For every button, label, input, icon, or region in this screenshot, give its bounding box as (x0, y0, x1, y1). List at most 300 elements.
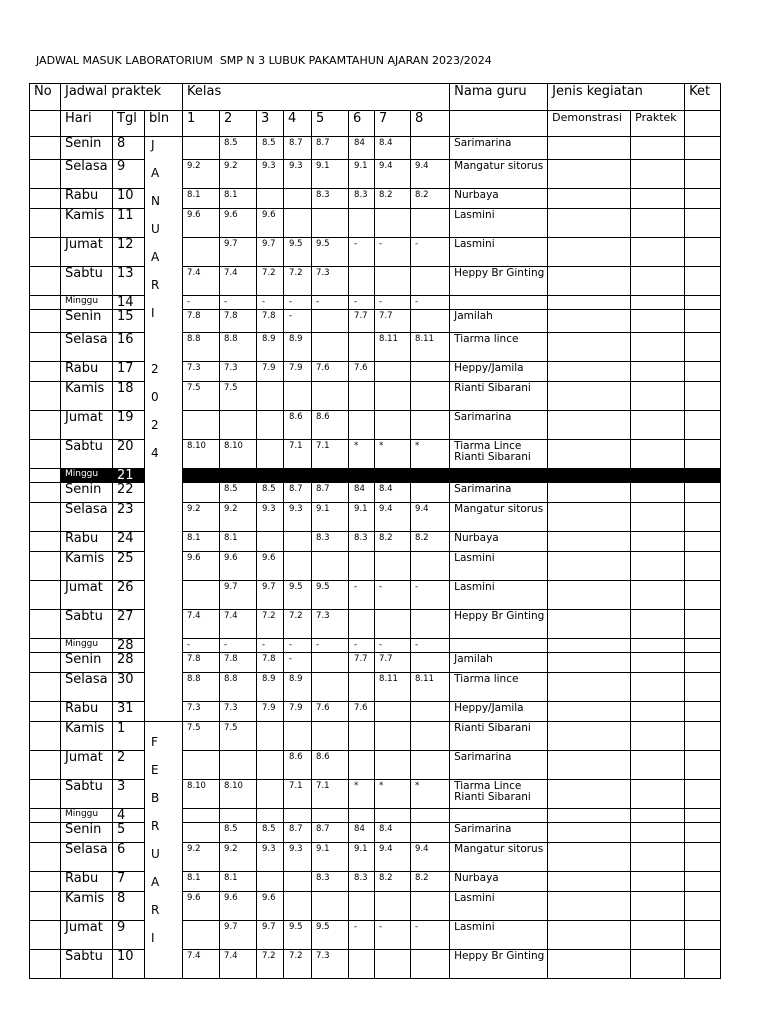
demonstrasi-cell (548, 639, 631, 653)
kelas-1-cell: 7.8 (183, 310, 220, 333)
kelas-5-cell: 7.1 (312, 440, 349, 469)
kelas-2-cell: 8.8 (220, 333, 257, 362)
kelas-6-cell (349, 382, 375, 411)
day-cell: Kamis (61, 552, 113, 581)
kelas-4-cell: 9.3 (284, 843, 312, 872)
table-row (30, 552, 721, 581)
praktek-cell (631, 722, 685, 751)
kelas-8-cell: - (411, 296, 450, 310)
kelas-6-cell: 7.7 (349, 653, 375, 673)
month-letter: B (151, 791, 160, 805)
ket-cell (685, 872, 721, 892)
kelas-2-cell (220, 469, 257, 483)
kelas-8-cell: - (411, 921, 450, 950)
praktek-cell (631, 780, 685, 809)
teacher-cell: Rianti Sibarani (450, 722, 548, 751)
demonstrasi-cell (548, 673, 631, 702)
demonstrasi-cell (548, 333, 631, 362)
kelas-8-cell: 8.11 (411, 673, 450, 702)
kelas-1-cell: 8.8 (183, 673, 220, 702)
kelas-1-cell: 7.3 (183, 362, 220, 382)
kelas-7-cell: - (375, 238, 411, 267)
date-cell: 16 (113, 333, 145, 362)
table-row (30, 160, 721, 189)
kelas-8-cell (411, 823, 450, 843)
kelas-7-cell: 8.2 (375, 189, 411, 209)
ket-cell (685, 469, 721, 483)
day-cell: Minggu (61, 809, 113, 823)
kelas-6-cell (349, 722, 375, 751)
kelas-4-cell: 8.9 (284, 333, 312, 362)
ket-cell (685, 209, 721, 238)
kelas-1-cell (183, 411, 220, 440)
kelas-3-cell: 9.6 (257, 552, 284, 581)
kelas-1-cell: 9.6 (183, 209, 220, 238)
kelas-8-cell: 8.2 (411, 189, 450, 209)
praktek-cell (631, 892, 685, 921)
month-letter: U (151, 222, 160, 236)
kelas-1-cell: 8.8 (183, 333, 220, 362)
praktek-cell (631, 581, 685, 610)
demonstrasi-cell (548, 843, 631, 872)
kelas-2-cell: 9.6 (220, 892, 257, 921)
kelas-7-cell (375, 809, 411, 823)
teacher-cell: Tiarma lince (450, 333, 548, 362)
kelas-2-cell: - (220, 296, 257, 310)
table-row (30, 209, 721, 238)
kelas-7-cell: - (375, 921, 411, 950)
demonstrasi-cell (548, 780, 631, 809)
teacher-cell: Nurbaya (450, 872, 548, 892)
kelas-2-cell: 8.1 (220, 872, 257, 892)
kelas-7-cell: 7.7 (375, 310, 411, 333)
table-row (30, 809, 721, 823)
kelas-5-cell: - (312, 639, 349, 653)
praktek-cell (631, 503, 685, 532)
kelas-2-cell: 7.5 (220, 722, 257, 751)
praktek-cell (631, 843, 685, 872)
row-no-cell (30, 310, 61, 333)
ket-cell (685, 809, 721, 823)
ket-cell (685, 823, 721, 843)
month-letter: I (151, 931, 155, 945)
kelas-1-cell: 7.8 (183, 653, 220, 673)
teacher-cell: Heppy/Jamila (450, 362, 548, 382)
date-cell: 11 (113, 209, 145, 238)
teacher-cell: Lasmini (450, 892, 548, 921)
table-row (30, 653, 721, 673)
demonstrasi-cell (548, 469, 631, 483)
teacher-cell: Tiarma Lince Rianti Sibarani (450, 780, 548, 809)
kelas-4-cell: 8.6 (284, 751, 312, 780)
demonstrasi-cell (548, 440, 631, 469)
row-no-cell (30, 751, 61, 780)
demonstrasi-cell (548, 950, 631, 979)
kelas-1-cell: 9.6 (183, 552, 220, 581)
teacher-cell: Lasmini (450, 921, 548, 950)
praktek-cell (631, 296, 685, 310)
teacher-cell (450, 639, 548, 653)
table-row (30, 503, 721, 532)
day-cell: Sabtu (61, 267, 113, 296)
kelas-7-cell: - (375, 639, 411, 653)
day-cell: Jumat (61, 751, 113, 780)
teacher-cell: Heppy Br Ginting (450, 610, 548, 639)
ket-cell (685, 440, 721, 469)
kelas-3-cell (257, 809, 284, 823)
kelas-8-cell (411, 310, 450, 333)
kelas-3-cell (257, 411, 284, 440)
kelas-5-cell: 7.3 (312, 950, 349, 979)
kelas-8-cell: 9.4 (411, 843, 450, 872)
day-cell: Kamis (61, 209, 113, 238)
row-no-cell (30, 189, 61, 209)
kelas-8-cell (411, 382, 450, 411)
kelas-4-cell (284, 552, 312, 581)
kelas-4-cell: - (284, 310, 312, 333)
praktek-cell (631, 160, 685, 189)
kelas-6-cell: 7.7 (349, 310, 375, 333)
row-no-cell (30, 532, 61, 552)
row-no-cell (30, 610, 61, 639)
month-letter: N (151, 194, 160, 208)
praktek-cell (631, 809, 685, 823)
kelas-1-cell (183, 751, 220, 780)
kelas-3-cell: 7.9 (257, 702, 284, 722)
day-cell: Jumat (61, 921, 113, 950)
teacher-cell: Mangatur sitorus (450, 503, 548, 532)
table-row (30, 137, 721, 160)
kelas-5-cell: 7.6 (312, 362, 349, 382)
kelas-1-cell: 8.1 (183, 872, 220, 892)
teacher-cell: Mangatur sitorus (450, 843, 548, 872)
row-no-cell (30, 872, 61, 892)
date-cell: 8 (113, 892, 145, 921)
row-no-cell (30, 267, 61, 296)
kelas-4-cell (284, 809, 312, 823)
kelas-5-cell: 7.3 (312, 610, 349, 639)
month-label-january (151, 139, 182, 475)
kelas-5-cell: 9.1 (312, 843, 349, 872)
header-nama-guru: Nama guru (450, 84, 548, 111)
ket-cell (685, 411, 721, 440)
kelas-5-cell (312, 333, 349, 362)
kelas-5-cell: 9.1 (312, 503, 349, 532)
kelas-5-cell: 7.1 (312, 780, 349, 809)
kelas-3-cell (257, 722, 284, 751)
praktek-cell (631, 362, 685, 382)
row-no-cell (30, 382, 61, 411)
kelas-6-cell: 9.1 (349, 503, 375, 532)
kelas-4-cell (284, 722, 312, 751)
praktek-cell (631, 921, 685, 950)
kelas-6-cell (349, 209, 375, 238)
teacher-cell: Heppy Br Ginting (450, 267, 548, 296)
kelas-6-cell (349, 411, 375, 440)
kelas-8-cell (411, 469, 450, 483)
kelas-4-cell: - (284, 653, 312, 673)
row-no-cell (30, 296, 61, 310)
month-cell-january (145, 137, 183, 722)
header-kelas-7: 7 (375, 111, 411, 137)
ket-cell (685, 722, 721, 751)
praktek-cell (631, 440, 685, 469)
kelas-4-cell: 7.1 (284, 440, 312, 469)
day-cell: Jumat (61, 411, 113, 440)
header-row-2 (30, 111, 721, 137)
kelas-6-cell: - (349, 238, 375, 267)
kelas-5-cell: 9.5 (312, 238, 349, 267)
date-cell: 17 (113, 362, 145, 382)
praktek-cell (631, 382, 685, 411)
date-cell: 30 (113, 673, 145, 702)
date-cell: 10 (113, 950, 145, 979)
kelas-7-cell: 9.4 (375, 843, 411, 872)
kelas-2-cell: 7.4 (220, 950, 257, 979)
kelas-8-cell: * (411, 780, 450, 809)
date-cell: 22 (113, 483, 145, 503)
date-cell: 23 (113, 503, 145, 532)
date-cell: 19 (113, 411, 145, 440)
kelas-1-cell: 9.2 (183, 503, 220, 532)
praktek-cell (631, 950, 685, 979)
kelas-1-cell: 9.6 (183, 892, 220, 921)
ket-cell (685, 921, 721, 950)
kelas-8-cell (411, 362, 450, 382)
date-cell: 15 (113, 310, 145, 333)
kelas-2-cell: 8.10 (220, 440, 257, 469)
schedule-table (29, 83, 721, 979)
kelas-1-cell: 7.4 (183, 267, 220, 296)
header-jadwal-praktek: Jadwal praktek (61, 84, 183, 111)
kelas-8-cell (411, 653, 450, 673)
demonstrasi-cell (548, 160, 631, 189)
kelas-8-cell (411, 209, 450, 238)
kelas-8-cell (411, 751, 450, 780)
kelas-4-cell: 9.5 (284, 581, 312, 610)
date-cell: 2 (113, 751, 145, 780)
kelas-1-cell: 8.10 (183, 440, 220, 469)
demonstrasi-cell (548, 809, 631, 823)
kelas-7-cell (375, 267, 411, 296)
kelas-6-cell: 9.1 (349, 160, 375, 189)
ket-cell (685, 552, 721, 581)
month-letter: R (151, 819, 160, 833)
row-no-cell (30, 440, 61, 469)
kelas-2-cell: 7.3 (220, 702, 257, 722)
ket-cell (685, 892, 721, 921)
day-cell: Jumat (61, 581, 113, 610)
date-cell: 3 (113, 780, 145, 809)
kelas-4-cell (284, 189, 312, 209)
month-letter: U (151, 847, 160, 861)
ket-cell (685, 267, 721, 296)
kelas-1-cell: - (183, 639, 220, 653)
kelas-6-cell: - (349, 639, 375, 653)
kelas-1-cell: 8.1 (183, 189, 220, 209)
row-no-cell (30, 653, 61, 673)
date-cell: 26 (113, 581, 145, 610)
demonstrasi-cell (548, 296, 631, 310)
kelas-6-cell (349, 809, 375, 823)
demonstrasi-cell (548, 310, 631, 333)
teacher-cell: Sarimarina (450, 411, 548, 440)
kelas-8-cell (411, 552, 450, 581)
document-title: JADWAL MASUK LABORATORIUM SMP N 3 LUBUK PAKAMTAHUN AJARAN 2023/2024 (36, 54, 492, 67)
month-letter: J (151, 138, 155, 152)
kelas-5-cell: 8.3 (312, 189, 349, 209)
kelas-4-cell: 8.7 (284, 483, 312, 503)
kelas-3-cell: 7.2 (257, 267, 284, 296)
date-cell: 18 (113, 382, 145, 411)
kelas-1-cell: 8.1 (183, 532, 220, 552)
demonstrasi-cell (548, 872, 631, 892)
praktek-cell (631, 209, 685, 238)
kelas-5-cell (312, 653, 349, 673)
day-cell: Minggu (61, 296, 113, 310)
demonstrasi-cell (548, 532, 631, 552)
kelas-8-cell (411, 892, 450, 921)
month-label-february (151, 736, 182, 960)
praktek-cell (631, 469, 685, 483)
table-row (30, 333, 721, 362)
kelas-6-cell (349, 333, 375, 362)
praktek-cell (631, 238, 685, 267)
demonstrasi-cell (548, 483, 631, 503)
header-kelas-6: 6 (349, 111, 375, 137)
month-letter: F (151, 735, 158, 749)
kelas-2-cell: 7.8 (220, 310, 257, 333)
kelas-2-cell (220, 411, 257, 440)
kelas-5-cell (312, 892, 349, 921)
kelas-5-cell (312, 809, 349, 823)
kelas-7-cell: * (375, 440, 411, 469)
kelas-4-cell: - (284, 296, 312, 310)
ket-cell (685, 189, 721, 209)
teacher-cell: Lasmini (450, 552, 548, 581)
kelas-6-cell (349, 892, 375, 921)
kelas-7-cell: * (375, 780, 411, 809)
kelas-7-cell (375, 610, 411, 639)
demonstrasi-cell (548, 267, 631, 296)
kelas-5-cell: 7.3 (312, 267, 349, 296)
kelas-1-cell: 8.10 (183, 780, 220, 809)
kelas-8-cell: * (411, 440, 450, 469)
month-letter: A (151, 166, 160, 180)
day-cell: Senin (61, 823, 113, 843)
kelas-5-cell (312, 722, 349, 751)
teacher-cell: Nurbaya (450, 532, 548, 552)
teacher-cell: Tiarma Lince Rianti Sibarani (450, 440, 548, 469)
praktek-cell (631, 552, 685, 581)
kelas-7-cell: 8.2 (375, 872, 411, 892)
header-kelas-2: 2 (220, 111, 257, 137)
kelas-3-cell: 7.2 (257, 610, 284, 639)
date-cell: 10 (113, 189, 145, 209)
table-row (30, 751, 721, 780)
kelas-8-cell (411, 483, 450, 503)
ket-cell (685, 653, 721, 673)
kelas-7-cell: 7.7 (375, 653, 411, 673)
date-cell: 24 (113, 532, 145, 552)
kelas-2-cell: 7.8 (220, 653, 257, 673)
day-cell: Sabtu (61, 950, 113, 979)
table-row (30, 382, 721, 411)
date-cell: 9 (113, 921, 145, 950)
table-row (30, 189, 721, 209)
table-row (30, 610, 721, 639)
kelas-6-cell (349, 950, 375, 979)
day-cell: Kamis (61, 892, 113, 921)
month-letter: R (151, 278, 160, 292)
teacher-cell: Sarimarina (450, 823, 548, 843)
kelas-3-cell: 9.7 (257, 581, 284, 610)
demonstrasi-cell (548, 921, 631, 950)
day-cell: Selasa (61, 843, 113, 872)
kelas-3-cell (257, 532, 284, 552)
kelas-8-cell: - (411, 639, 450, 653)
kelas-2-cell (220, 751, 257, 780)
row-no-cell (30, 843, 61, 872)
header-kelas-3: 3 (257, 111, 284, 137)
demonstrasi-cell (548, 209, 631, 238)
praktek-cell (631, 823, 685, 843)
kelas-2-cell (220, 809, 257, 823)
demonstrasi-cell (548, 238, 631, 267)
kelas-8-cell: 8.11 (411, 333, 450, 362)
row-no-cell (30, 483, 61, 503)
teacher-cell: Heppy Br Ginting (450, 950, 548, 979)
kelas-8-cell: 8.2 (411, 872, 450, 892)
kelas-6-cell: 8.3 (349, 189, 375, 209)
row-no-cell (30, 780, 61, 809)
kelas-6-cell (349, 673, 375, 702)
kelas-3-cell: 8.5 (257, 137, 284, 160)
kelas-2-cell: 8.1 (220, 532, 257, 552)
kelas-2-cell: 8.5 (220, 137, 257, 160)
kelas-7-cell (375, 469, 411, 483)
kelas-3-cell (257, 872, 284, 892)
row-no-cell (30, 503, 61, 532)
row-no-cell (30, 362, 61, 382)
header-ket-blank (685, 111, 721, 137)
kelas-2-cell: 9.7 (220, 581, 257, 610)
kelas-2-cell: 7.4 (220, 267, 257, 296)
teacher-cell (450, 469, 548, 483)
header-blank (30, 111, 61, 137)
kelas-5-cell (312, 209, 349, 238)
kelas-3-cell (257, 189, 284, 209)
ket-cell (685, 503, 721, 532)
table-row (30, 238, 721, 267)
kelas-4-cell: 9.3 (284, 160, 312, 189)
month-letter: A (151, 250, 160, 264)
kelas-7-cell (375, 950, 411, 979)
kelas-8-cell: 9.4 (411, 160, 450, 189)
date-cell: 13 (113, 267, 145, 296)
row-no-cell (30, 809, 61, 823)
demonstrasi-cell (548, 702, 631, 722)
kelas-5-cell: 9.5 (312, 581, 349, 610)
kelas-6-cell (349, 469, 375, 483)
kelas-3-cell: 9.6 (257, 209, 284, 238)
kelas-5-cell: 7.6 (312, 702, 349, 722)
kelas-4-cell (284, 872, 312, 892)
date-cell: 12 (113, 238, 145, 267)
kelas-1-cell: 7.5 (183, 722, 220, 751)
day-cell: Sabtu (61, 780, 113, 809)
day-cell: Jumat (61, 238, 113, 267)
